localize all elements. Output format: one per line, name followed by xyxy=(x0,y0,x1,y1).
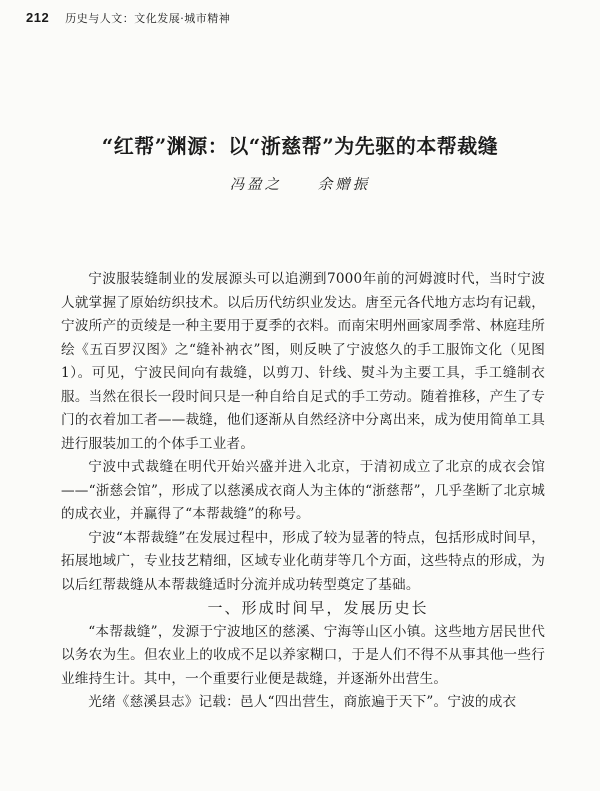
article-body xyxy=(61,268,545,715)
article-title: “红帮”渊源：以“浙慈帮”为先驱的本帮裁缝 xyxy=(101,134,499,158)
body-paragraph: 宁波中式裁缝在明代开始兴盛并进入北京，于清初成立了北京的成衣会馆——“浙慈会馆”，形成了以慈溪成衣商人为主体的“浙慈帮”，几乎垄断了北京城的成衣业，并赢得了“本帮裁缝”的称号。 xyxy=(61,459,545,522)
body-paragraph: “本帮裁缝”，发源于宁波地区的慈溪、宁海等山区小镇。这些地方居民世代以务农为生。但农业上的收成不足以养家糊口，于是人们不得不从事其他一些行业维持生计。其中，一个重要行业便是裁缝，并逐渐外出营生。 xyxy=(61,623,545,687)
page-number: 212 xyxy=(26,10,50,25)
running-header xyxy=(26,10,230,26)
running-title: 历史与人文：文化发展·城市精神 xyxy=(65,12,231,25)
body-paragraph: 光绪《慈溪县志》记载：邑人“四出营生，商旅遍于天下”。宁波的成衣 xyxy=(88,694,517,710)
author-line xyxy=(0,173,600,194)
section-heading: 一、形成时间早，发展历史长 xyxy=(207,599,429,617)
author-name: 冯盈之 xyxy=(229,177,283,193)
body-paragraph: 宁波“本帮裁缝”在发展过程中，形成了较为显著的特点，包括形成时间早，拓展地域广，专业技艺精细，区域专业化萌芽等几个方面，这些特点的形成，为以后红帮裁缝从本帮裁缝适时分流并成功转型奠定了基础。 xyxy=(61,529,545,593)
author-name: 余赠振 xyxy=(317,177,371,193)
body-paragraph: 宁波服装缝制业的发展源头可以追溯到7000年前的河姆渡时代，当时宁波人就掌握了原始纺织技术。以后历代纺织业发达。唐至元各代地方志均有记载，宁波所产的贡绫是一种主要用于夏季的衣料。而南宋明州画家周季常、林庭珪所绘《五百罗汉图》之“缝补衲衣”图，则反映了宁波悠久的手工服饰文化（见图1）。可见，宁波民间向有裁缝，以剪刀、针线、熨斗为主要工具，手工缝制衣服。当然在很长一段时间只是一种自给自足式的手工劳动。随着推移，产生了专门的衣着加工者——裁缝，他们逐渐从自然经济中分离出来，成为使用简单工具进行服装加工的个体手工业者。 xyxy=(61,271,545,452)
